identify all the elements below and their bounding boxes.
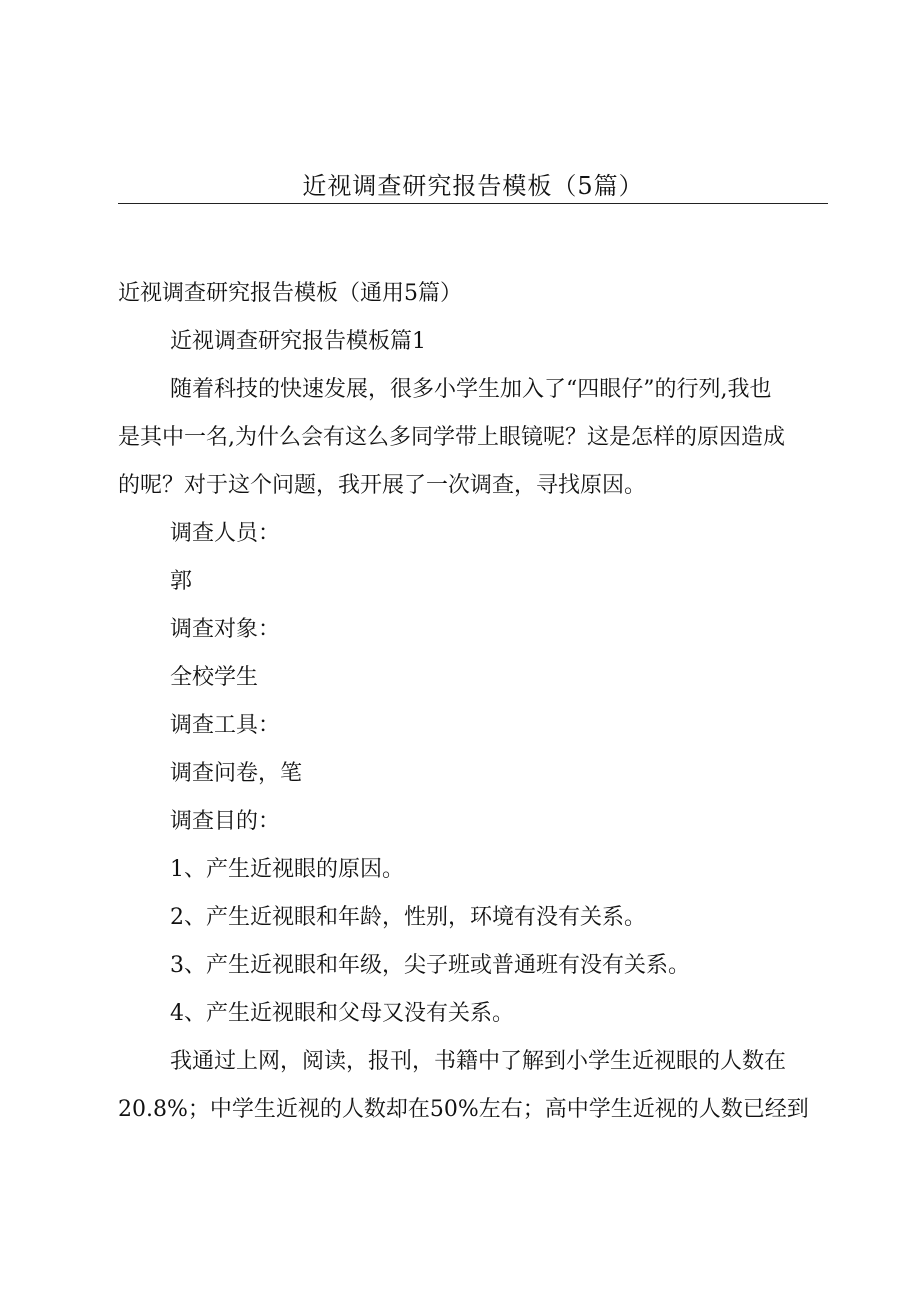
intro-line: 随着科技的快速发展，很多小学生加入了“四眼仔”的行列,我也 xyxy=(170,377,772,402)
investigators-label: 调查人员： xyxy=(170,521,281,546)
intro-line: 是其中一名,为什么会有这么多同学带上眼镜呢？这是怎样的原因造成 xyxy=(118,425,785,450)
purpose-item: 3、产生近视眼和年级，尖子班或普通班有没有关系。 xyxy=(170,953,690,978)
intro-line: 的呢？对于这个问题，我开展了一次调查，寻找原因。 xyxy=(118,473,647,498)
purpose-label: 调查目的： xyxy=(170,809,281,834)
title-underline xyxy=(118,203,828,204)
tools-value: 调查问卷，笔 xyxy=(170,761,303,786)
document-body xyxy=(118,270,828,1134)
findings-paragraph xyxy=(118,1038,828,1134)
purpose-item: 2、产生近视眼和年龄，性别，环境有没有关系。 xyxy=(170,905,646,930)
findings-line: 我通过上网，阅读，报刊，书籍中了解到小学生近视眼的人数在 xyxy=(170,1049,787,1074)
section-heading: 近视调查研究报告模板篇1 xyxy=(170,329,426,354)
investigators-value: 郭 xyxy=(170,569,193,594)
purpose-item: 4、产生近视眼和父母又没有关系。 xyxy=(170,1001,514,1026)
intro-paragraph xyxy=(118,366,828,510)
document-subtitle: 近视调查研究报告模板（通用5篇） xyxy=(118,281,462,306)
tools-label: 调查工具： xyxy=(170,713,281,738)
subjects-label: 调查对象： xyxy=(170,617,281,642)
findings-line: 20.8%；中学生近视的人数却在50%左右；高中学生近视的人数已经到 xyxy=(118,1097,809,1122)
document-title: 近视调查研究报告模板（5篇） xyxy=(302,172,644,200)
purpose-item: 1、产生近视眼的原因。 xyxy=(170,857,404,882)
subjects-value: 全校学生 xyxy=(170,665,259,690)
